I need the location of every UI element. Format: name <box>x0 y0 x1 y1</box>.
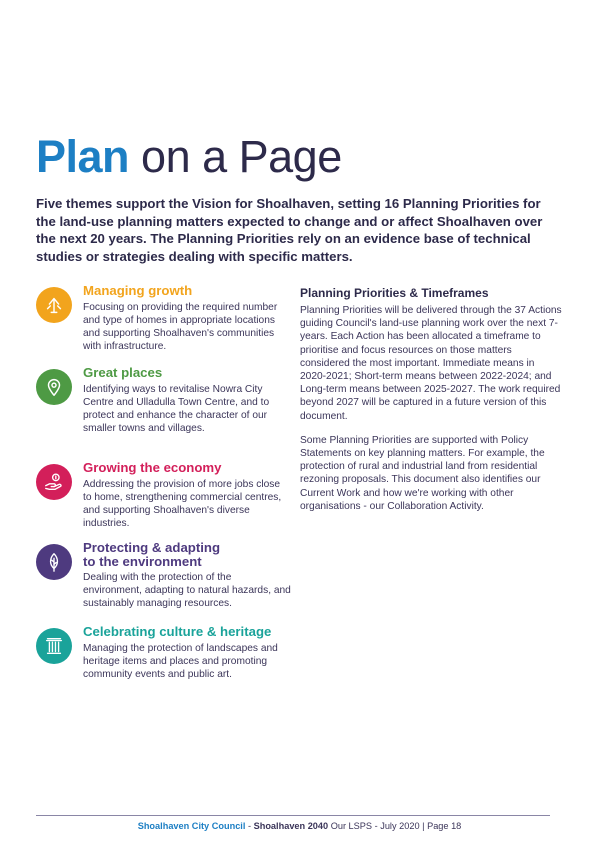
page-footer <box>0 821 599 831</box>
theme-great-places <box>36 366 291 461</box>
theme-description: Managing the protection of landscapes and heritage items and places and promoting community events and public art. <box>83 642 278 680</box>
footer-separator: - <box>245 821 254 831</box>
growth-arrow-icon <box>36 287 72 323</box>
theme-heading: Protecting & adapting to the environment <box>83 540 221 569</box>
hand-money-icon <box>36 464 72 500</box>
theme-description: Dealing with the protection of the environment, adapting to natural hazards, and sustainably managing resources. <box>83 572 291 610</box>
footer-document-rest: Our LSPS - July 2020 <box>328 821 420 831</box>
themes-list <box>36 284 291 695</box>
theme-environment <box>36 541 291 625</box>
footer-divider <box>36 815 550 816</box>
section-heading: Planning Priorities & Timeframes <box>300 286 489 300</box>
theme-heading: Celebrating culture & heritage <box>83 624 272 639</box>
theme-growing-economy <box>36 461 291 541</box>
theme-description: Identifying ways to revitalise Nowra City Centre and Ulladulla Town Centre, and to protect and enhance the character of our smaller towns and villages. <box>83 383 270 435</box>
theme-culture-heritage <box>36 625 291 695</box>
theme-heading: Managing growth <box>83 283 193 298</box>
footer-document: Shoalhaven 2040 <box>253 821 329 831</box>
section-paragraph: Some Planning Priorities are supported with Policy Statements on key planning matters. For example, the protection of rural and industrial land from residential rezoning proposals. This document also identifies our Current Work and how we're working with other organisations - our Collaboration Activity. <box>300 434 545 512</box>
theme-description: Focusing on providing the required number and type of homes in appropriate locations and supporting Shoalhaven's communities with infrastructure. <box>83 301 278 353</box>
page-title-highlight: Plan <box>36 131 130 182</box>
intro-text: Five themes support the Vision for Shoalhaven, setting 16 Planning Priorities for the land-use planning matters expected to change and or affect Shoalhaven over the next 20 years. The Planning Priorities rely on an evidence base of technical studies or strategies dealing with specific matters. <box>36 196 543 264</box>
theme-heading: Great places <box>83 365 163 380</box>
page-title-rest: on a Page <box>129 131 342 182</box>
footer-separator: | <box>419 821 428 831</box>
leaf-icon <box>36 544 72 580</box>
theme-heading: Growing the economy <box>83 460 222 475</box>
footer-page-number: Page 18 <box>427 821 462 831</box>
planning-priorities-section <box>300 286 562 513</box>
theme-description: Addressing the provision of more jobs close to home, strengthening commercial centres, and supporting Shoalhaven's diverse industries. <box>83 478 282 530</box>
section-paragraph: Planning Priorities will be delivered through the 37 Actions guiding Council's land-use planning work over the next 7-years. Each Action has been allocated a timeframe to prioritise and focus resources on those matters considered the most important. Immediate means in 2020-2021; Short-term means between 2022-2024; and Long-term means between 2025-2027. The work required beyond 2027 will be captured in a future version of this document. <box>300 305 562 422</box>
location-pin-icon <box>36 369 72 405</box>
theme-managing-growth <box>36 284 291 366</box>
page-title <box>36 131 342 182</box>
footer-org: Shoalhaven City Council <box>137 821 246 831</box>
pillar-icon <box>36 628 72 664</box>
